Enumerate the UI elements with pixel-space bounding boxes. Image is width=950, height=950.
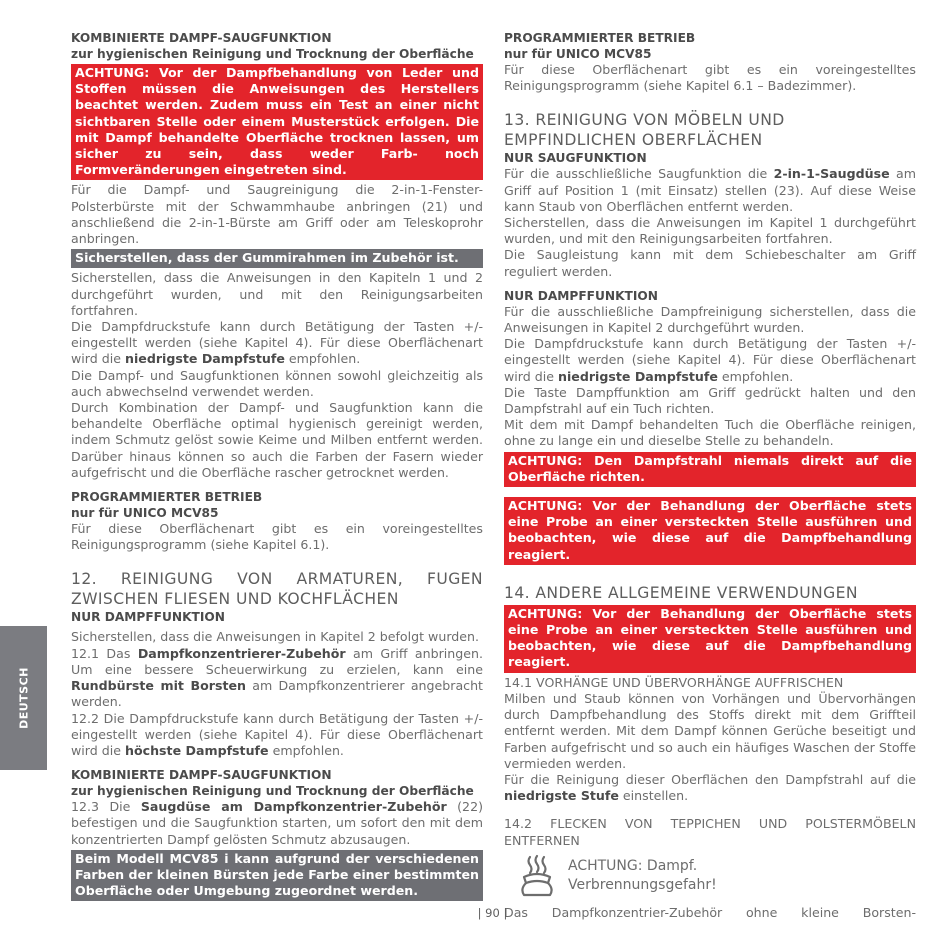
warning-box: ACHTUNG: Vor der Dampfbehandlung von Leder und Stoffen müssen die Anweisungen des Herstellers beachtet werden. Zudem muss ein Test an einer nicht sichtbaren Stelle oder einem Musterstück erfolgen. Die mit Dampf behandelte Oberfläche trocknen lassen, um sicher zu sein, dass weder Farb- noch Formveränderungen eingetreten sind.	[71, 64, 483, 180]
emphasis: niedrigste Dampfstufe	[125, 351, 285, 367]
section-subtitle: nur für UNICO MCV85	[71, 506, 219, 521]
emphasis: Dampfkonzentrierer-Zubehör	[137, 645, 346, 661]
hot-steam-icon	[514, 853, 560, 899]
section-title: PROGRAMMIERTER BETRIEB	[71, 490, 263, 505]
right-column	[504, 30, 916, 921]
left-column	[71, 30, 483, 903]
paragraph: Die Dampf- und Saugfunktionen können sowohl gleichzeitig als auch abwechselnd verwendet werden.	[71, 367, 483, 399]
language-side-tab	[0, 626, 47, 770]
section-subtitle: NUR SAUGFUNKTION	[504, 151, 647, 166]
paragraph: Für diese Oberflächenart gibt es ein voreingestelltes Reinigungsprogramm (siehe Kapitel 6.1).	[71, 521, 483, 553]
paragraph: Sicherstellen, dass die Anweisungen in den Kapiteln 1 und 2 durchgeführt wurden, und mit den Reinigungsarbeiten fortfahren.	[71, 270, 483, 318]
paragraph: Die Saugleistung kann mit dem Schiebeschalter am Griff reguliert werden.	[504, 247, 916, 279]
paragraph: Durch Kombination der Dampf- und Saugfunktion kann die behandelte Oberfläche optimal hygienisch gereinigt werden, indem Schmutz gelöst sowie Keime und Milben entfernt werden. Darüber hinaus können so auch die Farben der Fasern wieder aufgefrischt und die Oberfläche rascher getrocknet werden.	[71, 400, 483, 480]
paragraph: 12.3 Die Saugdüse am Dampfkonzentrier-Zubehör (22) befestigen und die Saugfunktion starten, um sofort den mit dem konzentrierten Dampf gelösten Schmutz abzusaugen.	[71, 799, 483, 847]
paragraph: Für die ausschließliche Saugfunktion die 2-in-1-Saugdüse am Griff auf Position 1 (mit Einsatz) stellen (23). Auf diese Weise kann Staub von Oberflächen entfernt werden.	[504, 166, 916, 214]
note-box: Beim Modell MCV85 i kann aufgrund der verschiedenen Farben der kleinen Bürsten jede Farbe einer bestimmten Oberfläche oder Umgebung zugeordnet werden.	[71, 850, 483, 902]
paragraph: Mit dem mit Dampf behandelten Tuch die Oberfläche reinigen, ohne zu lange ein und dieselbe Stelle zu behandeln.	[504, 417, 916, 449]
burn-warning-line1: ACHTUNG: Dampf.	[568, 857, 698, 874]
warning-box: ACHTUNG: Vor der Behandlung der Oberfläche stets eine Probe an einer versteckten Stelle ausführen und beobachten, wie diese auf die Dampfbehandlung reagiert.	[504, 497, 916, 565]
section-subtitle: nur für UNICO MCV85	[504, 47, 652, 61]
paragraph: 12.1 Das Dampfkonzentrierer-Zubehör am Griff anbringen. Um eine bessere Scheuerwirkung zu erzielen, kann eine Rundbürste mit Borsten am Dampfkonzentrierer angebracht werden.	[71, 645, 483, 710]
emphasis: Rundbürste mit Borsten	[71, 678, 247, 694]
section-title: KOMBINIERTE DAMPF-SAUGFUNKTION	[71, 768, 332, 783]
chapter-heading: 14. ANDERE ALLGEMEINE VERWENDUNGEN	[504, 583, 858, 602]
chapter-heading: 12. REINIGUNG VON ARMATUREN, FUGEN ZWISCHEN FLIESEN UND KOCHFLÄCHEN	[71, 570, 483, 609]
section-title: PROGRAMMIERTER BETRIEB	[504, 31, 696, 45]
subsection-heading: 14.2 FLECKEN VON TEPPICHEN UND POLSTERMÖBELN ENTFERNEN	[504, 816, 916, 848]
emphasis: niedrigste Stufe	[504, 788, 619, 804]
paragraph: Für die ausschließliche Dampfreinigung sicherstellen, dass die Anweisungen in Kapitel 2 durchgeführt wurden.	[504, 303, 916, 336]
section-subtitle: NUR DAMPFFUNKTION	[504, 288, 658, 303]
section-subtitle: zur hygienischen Reinigung und Trocknung der Oberfläche	[71, 47, 474, 61]
paragraph: Sicherstellen, dass die Anweisungen im Kapitel 1 durchgeführt wurden, und mit den Reinigungsarbeiten fortfahren.	[504, 215, 916, 247]
paragraph: Für diese Oberflächenart gibt es ein voreingestelltes Reinigungsprogramm (siehe Kapitel 6.1 – Badezimmer).	[504, 62, 916, 94]
warning-box: ACHTUNG: Den Dampfstrahl niemals direkt auf die Oberfläche richten.	[504, 452, 916, 487]
paragraph: Milben und Staub können von Vorhängen und Übervorhängen durch Dampfbehandlung des Stoffs direkt mit dem Griffteil entfernt werden. Mit dem Dampf können Gerüche beseitigt und Farben aufgefrischt und so auch ein häufiges Waschen der Stoffe vermieden werden.	[504, 690, 916, 771]
paragraph: Sicherstellen, dass die Anweisungen in Kapitel 2 befolgt wurden.	[71, 629, 479, 645]
emphasis: Saugdüse am Dampfkonzentrier-Zubehör	[140, 799, 447, 815]
emphasis: höchste Dampfstufe	[125, 742, 269, 758]
paragraph: Die Taste Dampffunktion am Griff gedrückt halten und den Dampfstrahl auf ein Tuch richten.	[504, 384, 916, 417]
paragraph: Für die Reinigung dieser Oberflächen den Dampfstrahl auf die niedrigste Stufe einstellen.	[504, 771, 916, 804]
burn-warning-line2: Verbrennungsgefahr!	[568, 876, 717, 893]
paragraph: Die Dampfdruckstufe kann durch Betätigung der Tasten +/- eingestellt werden (siehe Kapitel 4). Für diese Oberflächenart wird die niedrigste Dampfstufe empfohlen.	[504, 336, 916, 384]
paragraph: Die Dampfdruckstufe kann durch Betätigung der Tasten +/- eingestellt werden (siehe Kapitel 4). Für diese Oberflächenart wird die niedrigste Dampfstufe empfohlen.	[71, 319, 483, 367]
language-label: DEUTSCH	[17, 667, 30, 729]
paragraph: Für die Dampf- und Saugreinigung die 2-in-1-Fenster-Polsterbürste mit der Schwammhaube anbringen (21) und anschließend die 2-in-1-Bürste am Griff oder am Teleskoprohr anbringen.	[71, 182, 483, 247]
page-number: | 90 |	[477, 906, 508, 920]
burn-warning	[504, 853, 916, 899]
paragraph: 12.2 Die Dampfdruckstufe kann durch Betätigung der Tasten +/- eingestellt werden (siehe Kapitel 4). Für diese Oberflächenart wird die höchste Dampfstufe empfohlen.	[71, 710, 483, 758]
subsection-heading: 14.1 VORHÄNGE UND ÜBERVORHÄNGE AUFFRISCHEN	[504, 674, 844, 690]
emphasis: niedrigste Dampfstufe	[558, 368, 718, 384]
note-box: Sicherstellen, dass der Gummirahmen im Zubehör ist.	[71, 249, 483, 268]
paragraph: Das Dampfkonzentrier-Zubehör ohne kleine Borsten-	[504, 904, 916, 920]
chapter-heading: 13. REINIGUNG VON MÖBELN UND EMPFINDLICHEN OBERFLÄCHEN	[504, 111, 785, 150]
section-subtitle: NUR DAMPFFUNKTION	[71, 610, 225, 625]
section-title: KOMBINIERTE DAMPF-SAUGFUNKTION	[71, 31, 332, 45]
emphasis: 2-in-1-Saugdüse	[773, 166, 890, 182]
warning-box: ACHTUNG: Vor der Behandlung der Oberfläche stets eine Probe an einer versteckten Stelle ausführen und beobachten, wie diese auf die Dampfbehandlung reagiert.	[504, 605, 916, 673]
section-subtitle: zur hygienischen Reinigung und Trocknung der Oberfläche	[71, 784, 474, 799]
